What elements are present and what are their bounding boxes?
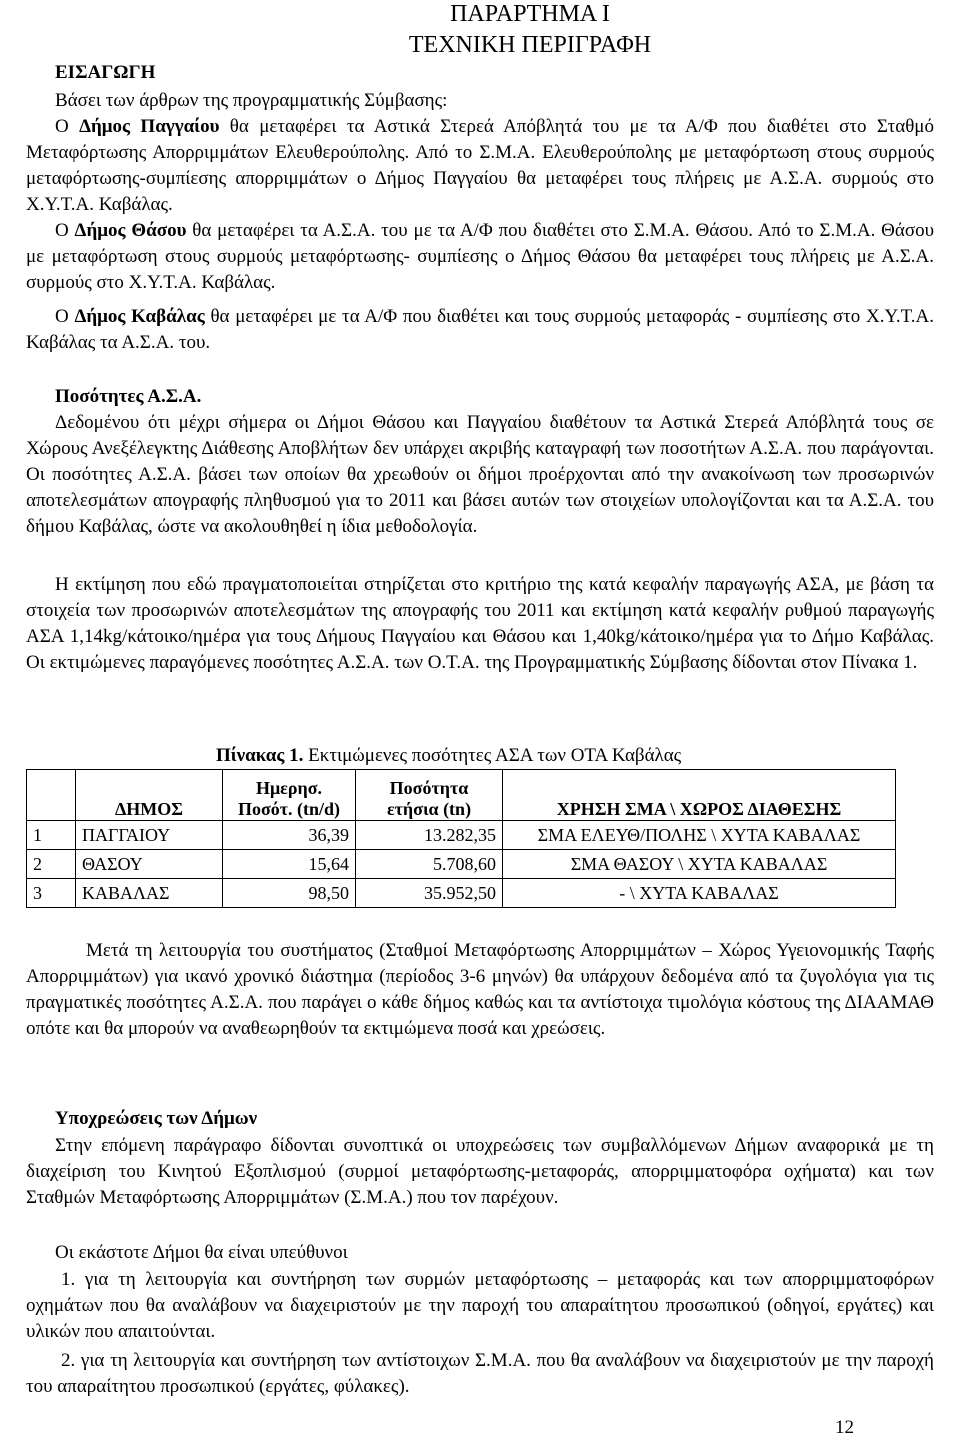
table-header-row <box>27 770 896 821</box>
obligations-heading: Υποχρεώσεις των Δήμων <box>55 1108 258 1129</box>
quantities-heading: Ποσότητες Α.Σ.Α. <box>55 386 202 407</box>
quantities-paragraph-2: Η εκτίμηση που εδώ πραγματοποιείται στηρίζεται στο κριτήριο της κατά κεφαλήν παραγωγής ΑΣΑ, με βάση τα στοιχεία των προσωρινών αποτελεσμάτων της απογραφής του 2011 και εκτίμηση κατά κεφαλήν ρυθμού παραγωγής ΑΣΑ 1,14kg/κάτοικο/ημέρα για τους Δήμους Παγγαίου και Θάσου και 1,40kg/κάτοικο/ημέρα για το Δήμο Καβάλας. Οι εκτιμώμενες παραγόμενες ποσότητες Α.Σ.Α. των Ο.Τ.Α. της Προγραμματικής Σύμβασης δίδονται στον Πίνακα 1. <box>26 574 934 673</box>
intro-paragraph-paggaio: Ο Δήμος Παγγαίου θα μεταφέρει τα Αστικά Στερεά Απόβλητά του με τα Α/Φ που διαθέτει στο Σταθμό Μεταφόρτωσης Απορριμμάτων Ελευθερούπολης. Από το Σ.Μ.Α. Ελευθερούπολης με μεταφόρτωση στους συρμούς μεταφόρτωσης-συμπίεσης απορριμμάτων ο Δήμος Παγγαίου θα μεταφέρει τους πλήρεις με Α.Σ.Α. συρμούς στο Χ.Υ.Τ.Α. Καβάλας. <box>26 116 934 215</box>
obligation-item-1: 1. για τη λειτουργία και συντήρηση των συρμών μεταφόρτωσης – μεταφοράς και των απορριμματοφόρων οχημάτων που θα αναλάβουν να διαχειριστούν με την παροχή του απαραίτητου προσωπικού (οδηγοί, εργάτες) και υλικών που απαιτούνται. <box>26 1269 934 1342</box>
intro-paragraph-kavala: Ο Δήμος Καβάλας θα μεταφέρει με τα Α/Φ που διαθέτει και τους συρμούς μεταφοράς - συμπίεσης στο Χ.Υ.Τ.Α. Καβάλας τα Α.Σ.Α. του. <box>26 306 934 353</box>
technical-description-title: ΤΕΧΝΙΚΗ ΠΕΡΙΓΡΑΦΗ <box>408 32 652 58</box>
table-row: 3 ΚΑΒΑΛΑΣ 98,50 35.952,50 - \ ΧΥΤΑ ΚΑΒΑΛΑΣ <box>27 879 896 908</box>
header-use: ΧΡΗΣΗ ΣΜΑ \ ΧΩΡΟΣ ΔΙΑΘΕΣΗΣ <box>503 770 896 821</box>
table-caption: Πίνακας 1. Εκτιμώμενες ποσότητες ΑΣΑ των ΟΤΑ Καβάλας <box>216 745 682 766</box>
header-annual: Ποσότητα ετήσια (tn) <box>356 770 503 821</box>
kavala-municipality: Δήμος Καβάλας <box>74 306 205 327</box>
table-row: 1 ΠΑΓΓΑΙΟΥ 36,39 13.282,35 ΣΜΑ ΕΛΕΥΘ/ΠΟΛΗΣ \ ΧΥΤΑ ΚΑΒΑΛΑΣ <box>27 821 896 850</box>
after-table-paragraph: Μετά τη λειτουργία του συστήματος (Σταθμοί Μεταφόρτωσης Απορριμμάτων – Χώρος Υγειονομικής Ταφής Απορριμμάτων) για ικανό χρονικό διάστημα (περίοδος 3-6 μηνών) θα υπάρχουν δεδομένα από τα ζυγολόγια για τις πραγματικές ποσότητες Α.Σ.Α. που παράγει ο κάθε δήμος καθώς και τα αντίστοιχα τιμολόγια κόστους της ΔΙΑΑΜΑΘ οπότε και θα μπορούν να αναθεωρηθούν τα εκτιμώμενα ποσά και χρεώσεις. <box>26 940 934 1039</box>
responsibilities-lead: Οι εκάστοτε Δήμοι θα είναι υπεύθυνοι <box>55 1242 348 1263</box>
quantities-paragraph-1: Δεδομένου ότι μέχρι σήμερα οι Δήμοι Θάσου και Παγγαίου διαθέτουν τα Αστικά Στερεά Απόβλητά τους σε Χώρους Ανεξέλεγκτης Διάθεσης Αποβλήτων δεν υπάρχει ακριβής καταγραφή των ποσοτήτων Α.Σ.Α. που παράγονται. Οι ποσότητες Α.Σ.Α. βάσει των οποίων θα χρεωθούν οι δήμοι προέρχονται από την ανακοίνωση των προσωρινών αποτελεσμάτων απογραφής πληθυσμού για το 2011 και βάσει αυτών των στοιχείων υπολογίζονται και τα Α.Σ.Α. του δήμου Καβάλας, ώστε να ακολουθηθεί η ίδια μεθοδολογία. <box>26 412 934 537</box>
header-daily: Ημερησ. Ποσότ. (tn/d) <box>223 770 356 821</box>
table-row: 2 ΘΑΣΟΥ 15,64 5.708,60 ΣΜΑ ΘΑΣΟΥ \ ΧΥΤΑ ΚΑΒΑΛΑΣ <box>27 850 896 879</box>
intro-heading: ΕΙΣΑΓΩΓΗ <box>55 62 156 83</box>
obligation-item-2: 2. για τη λειτουργία και συντήρηση των αντίστοιχων Σ.Μ.Α. που θα αναλάβουν να διαχειριστούν με την παροχή του απαραίτητου προσωπικού (εργάτες, φύλακες). <box>26 1350 934 1397</box>
intro-paragraph-thasos: Ο Δήμος Θάσου θα μεταφέρει τα Α.Σ.Α. του με τα Α/Φ που διαθέτει στο Σ.Μ.Α. Θάσου. Από το Σ.Μ.Α. Θάσου με μεταφόρτωση στους συρμούς μεταφόρτωσης- συμπίεσης ο Δήμος Θάσου θα μεταφέρει τους πλήρεις με Α.Σ.Α. συρμούς στο Χ.Υ.Τ.Α. Καβάλας. <box>26 220 934 293</box>
asa-quantities-table <box>26 769 896 908</box>
obligations-paragraph: Στην επόμενη παράγραφο δίδονται συνοπτικά οι υποχρεώσεις των συμβαλλόμενων Δήμων αναφορικά με τη διαχείριση του Κινητού Εξοπλισμού (συρμοί μεταφόρτωσης-μεταφοράς, απορριμματοφόρα οχήματα) και των Σταθμών Μεταφόρτωσης Απορριμμάτων (Σ.Μ.Α.) που τον παρέχουν. <box>26 1135 934 1208</box>
annex-title: ΠΑΡΑΡΤΗΜΑ Ι <box>450 1 610 27</box>
paggaio-municipality: Δήμος Παγγαίου <box>79 116 220 137</box>
page-number: 12 <box>835 1417 854 1438</box>
header-dimos: ΔΗΜΟΣ <box>76 770 223 821</box>
thasos-municipality: Δήμος Θάσου <box>74 220 187 241</box>
intro-lead: Βάσει των άρθρων της προγραμματικής Σύμβασης: <box>55 90 448 111</box>
